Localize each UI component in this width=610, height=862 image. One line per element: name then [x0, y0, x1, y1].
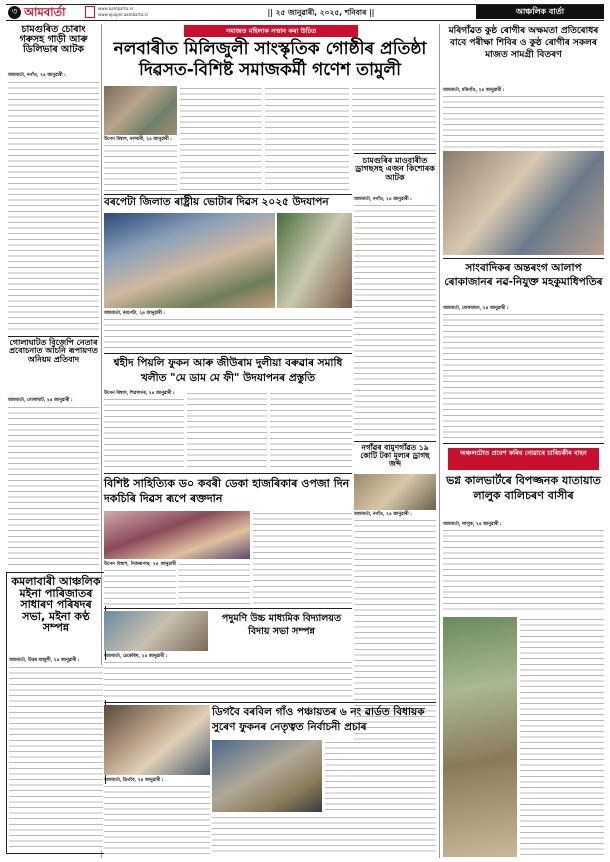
- page-number: ৩: [8, 6, 21, 19]
- article-body: [104, 568, 176, 606]
- article-dateline: উপেন বিশ্বাস, শিৱসাগৰ, ২৪ জানুৱাৰী :: [104, 391, 175, 396]
- article-title: চামগুৰিৰ মাওবাৰীত ড্ৰাগছসহ এজন কিশোৰক আটক: [355, 156, 435, 182]
- website-1: www.aambarta.in: [98, 6, 134, 11]
- dateline: || ২৫ জানুৱাৰী, ২০২৫, শনিবাৰ ||: [267, 8, 375, 17]
- section-label: আঞ্চলিক বাৰ্তা: [476, 5, 604, 19]
- kicker-banner: অঞ্চলটোত প্ৰবেশ কৰিব নোৱাৰে চাৰিচকীৰ বাহন: [448, 448, 599, 470]
- article-title: নগাঁৱৰ বামুণগাঁৱত ১৯ কোটি টকা মূল্যৰ ড্ৰাগছ জব্দ: [360, 443, 430, 468]
- article-photo: [104, 213, 275, 308]
- article-title: কমলাবাৰী আঞ্চলিক মইনা পাৰিজাতৰ সাধাৰণ পৰিষদৰ সভা, মইনা কণ্ঠ সম্পন্ন: [11, 575, 101, 635]
- divider: [354, 153, 436, 154]
- logo-text: আমবাৰ্তা: [24, 5, 66, 19]
- article-body: [180, 86, 262, 192]
- article-body: [104, 784, 210, 856]
- article-photo: [104, 511, 250, 559]
- article-body: [325, 740, 436, 812]
- article-dateline: আমবাৰ্তা, লালুক, ২৪ জানুৱাৰী :: [443, 522, 502, 527]
- article-dateline: উপেন বিশ্বাস, নলবাৰী, ২৪ জানুৱাৰী :: [104, 137, 172, 142]
- website-2: www.epaper.aambarta.in: [98, 12, 149, 17]
- article-title: চামগুৰিত চোৰাং গৰুসহ গাড়ী আৰু ডিলিভাৰ আটক: [19, 24, 88, 55]
- article-body: [9, 665, 103, 851]
- logo-icon: [85, 6, 95, 18]
- article-photo: [104, 86, 177, 135]
- article-title: ভগ্ন কালভাৰ্টৰে বিপজ্জনক যাতায়াত লালুক বালিচৰণ বাসীৰ: [446, 474, 601, 502]
- article-body: [187, 391, 267, 471]
- article-photo: [443, 151, 604, 255]
- article-title: বিশিষ্ট সাহিত্যিক ড০ কবৰী ডেকা হাজৰিকাৰ ওপজা দিন দকচিৰি দিৱস ৰূপে ৰক্তদান: [104, 477, 350, 505]
- divider: [104, 194, 352, 195]
- article-body: [178, 562, 250, 606]
- article-dateline: আমবাৰ্তা, মৰিগাঁও, ২৪ জানুৱাৰী :: [443, 88, 505, 93]
- article-body: [104, 660, 352, 700]
- divider: [8, 336, 99, 337]
- article-body: [104, 397, 184, 471]
- article-title: শ্বহীদ পিয়লি ফুকন আৰু জীউৰাম দুলীয়া বৰুৱাৰ সমাধি খলীত "মে ডাম মে ফী" উদযাপনৰ প্ৰস্তুতি: [113, 357, 343, 384]
- article-dateline: আমবাৰ্তা, গোলাঘাট, ২৪ জানুৱাৰী :: [8, 398, 73, 403]
- article-body: [265, 86, 349, 192]
- divider: [104, 473, 352, 474]
- divider: [104, 702, 436, 703]
- article-dateline: আমবাৰ্তা, উত্তৰ মাজুলী, ২৪ জানুৱাৰী :: [9, 658, 80, 663]
- article-dateline: আমবাৰ্তা, বোকাজান, ২৪ জানুৱাৰী :: [443, 306, 509, 311]
- article-dateline: আমবাৰ্তা, নগাঁও, ২৪ জানুৱাৰী :: [354, 197, 412, 202]
- article-dateline: আমবাৰ্তা, নগাঁও, ২৪ জানুৱাৰী :: [8, 73, 66, 78]
- main-headline: নলবাৰীত মিলিজুলী সাংস্কৃতিক গোষ্ঠীৰ প্ৰতিষ্ঠা দিৱসত-বিশিষ্ট সমাজকৰ্মী গণেশ তামুলী: [113, 39, 427, 80]
- article-photo: [104, 705, 210, 775]
- article-body: [212, 815, 436, 856]
- masthead: [6, 4, 604, 21]
- article-photo: [277, 213, 352, 308]
- article-photo: [104, 611, 208, 651]
- article-body: [443, 312, 604, 440]
- article-dateline: উপেন বিশ্বাস, নিজৰাপাৰ, ২৪ জানুৱাৰী: [104, 562, 176, 567]
- divider: [443, 258, 604, 259]
- article-dateline: আমবাৰ্তা, ডিগবৈ, ২৪ জানুৱাৰী :: [104, 778, 164, 783]
- article-title: পদুমণি উচ্চ মাধ্যমিক বিদ্যালয়ত বিদায় সভা সম্পন্ন: [221, 613, 342, 637]
- article-body: [520, 617, 604, 857]
- article-dateline: আমবাৰ্তা, নগাঁও, ২৪ জানুৱাৰী :: [354, 512, 412, 517]
- article-body: [354, 203, 436, 439]
- article-body: [443, 94, 604, 148]
- article-body: [8, 405, 99, 569]
- divider: [354, 441, 436, 442]
- article-dateline: আমবাৰ্তা, ঢেকেৰিঘ, ২৪ জানুৱাৰী :: [104, 654, 168, 659]
- article-title: ডিগবৈ বৰবিল গাঁও পঞ্চায়তৰ ৬ নং ৱাৰ্ডত বিধায়ক সুৰেণ ফুকনৰ নেতৃত্বত নিৰ্বাচনী প্ৰচাৰ: [212, 706, 425, 733]
- kicker-banner: সমাজত মহিলাক সম্মান কৰা উচিত: [184, 25, 358, 37]
- article-body: [104, 317, 352, 351]
- divider: [104, 608, 352, 609]
- article-body: [443, 528, 604, 614]
- article-body: [104, 143, 177, 191]
- article-photo: [212, 740, 322, 812]
- article-body: [8, 80, 99, 334]
- article-title: গোলাঘাটত বিজেপি নেতাৰ প্ৰবোচনাত আঁচনি ৰূপায়ণত অনিয়ম প্ৰতিবাদ: [9, 338, 98, 364]
- divider: [443, 443, 604, 444]
- column-rule: [439, 24, 440, 858]
- article-title: মৰিগাঁৱত কুষ্ঠ ৰোগীৰ অক্ষমতা প্ৰতিৰোধৰ বাবে পৰীক্ষা শিবিৰ ও কুষ্ঠ ৰোগীৰ সকলৰ মাজত সামগ্ৰী বিতৰণ: [448, 26, 599, 60]
- article-dateline: আমবাৰ্তা, বৰপেটা, ২৪ জানুৱাৰী :: [104, 311, 166, 316]
- article-body: [270, 391, 352, 471]
- article-photo: [354, 474, 436, 510]
- article-photo: [443, 617, 517, 857]
- article-title: বৰপেটা জিলাত ৰাষ্ট্ৰীয় ভোটাৰ দিৱস ২০২৫ উদযাপন: [104, 196, 329, 208]
- article-body: [352, 86, 436, 152]
- divider: [104, 353, 352, 354]
- article-title: সাংবাদিকৰ অন্তৰংগ আলাপ ৰোকাজানৰ নৱ-নিযুক্ত মহকুমাধিপতিৰ: [444, 262, 603, 288]
- article-body: [253, 511, 352, 606]
